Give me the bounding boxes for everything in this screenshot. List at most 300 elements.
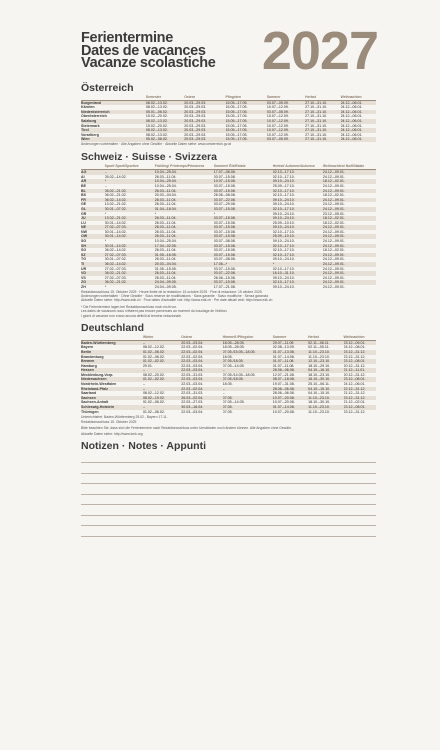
germany-date-cell: 01.07.–14.08. [273, 405, 308, 410]
germany-date-cell: 28.06.–06.08. [273, 368, 308, 373]
switzerland-region-cell: SG [81, 239, 87, 244]
switzerland-date-cell: 20.03.–04.04. [154, 193, 177, 198]
switzerland-date-cell: 30.01.–14.02. [104, 229, 127, 234]
switzerland-date-cell: 20.03.–04.04. [155, 262, 214, 267]
header [81, 0, 376, 82]
austria-date-cell: 20.03.–29.03. [184, 123, 207, 128]
switzerland-region-cell: SZ [81, 253, 105, 258]
switzerland-date-cell: 24.12.–09.01. [323, 170, 376, 175]
germany-date-cell: 04.10.–15.10. [308, 391, 331, 396]
switzerland-date-cell: 24.12.–09.01. [323, 253, 376, 258]
switzerland-footnote-2: Änderungen vorbehalten · Ohne Gewähr · Sous réserve de modifications · Sans garantie · Salvo modifiche · Senza garanzia [81, 294, 269, 298]
austria-header-cell: Pfingsten [226, 95, 267, 100]
switzerland-date-cell: * [104, 211, 106, 216]
austria-region-cell: Burgenland [81, 100, 146, 105]
germany-date-cell: 22.03.–27.03. [181, 400, 204, 405]
germany-date-cell: 22.03.–02.04. [181, 387, 222, 392]
germany-date-cell: 07.05. [223, 405, 273, 410]
switzerland-date-cell: 03.07.–15.08. [213, 229, 236, 234]
switzerland-date-cell: 24.12.–09.01. [323, 244, 376, 249]
switzerland-date-cell: 03.07.–15.08. [214, 280, 273, 285]
germany-header-cell: Herbst [308, 335, 343, 340]
austria-date-cell: 24.12.–06.01. [341, 137, 376, 142]
germany-date-cell: 11.10.–23.10. [308, 405, 343, 410]
austria-date-cell: 05.02.–06.02. [146, 137, 184, 142]
switzerland-date-cell: 24.12.–09.01. [322, 202, 345, 207]
switzerland-row [81, 216, 376, 221]
switzerland-region-cell: JU [81, 216, 105, 221]
germany-date-cell: 22.03.–03.04. [181, 363, 204, 368]
switzerland-date-cell: 09.10.–24.10. [273, 198, 323, 203]
germany-date-cell: 30.03.–16.04. [181, 405, 222, 410]
austria-date-cell: 05.01.–06.02. [146, 110, 184, 115]
austria-region-cell: Steiermark [81, 123, 100, 128]
germany-date-cell: 02.08.–13.09. [272, 345, 295, 350]
austria-date-cell: 20.03.–29.03. [184, 110, 225, 115]
switzerland-date-cell: 26.03.–11.04. [154, 174, 177, 179]
switzerland-title: Schweiz · Suisse · Svizzera [81, 151, 217, 164]
switzerland-date-cell: 26.03.–11.04. [154, 229, 177, 234]
austria-region-cell: Tirol [81, 128, 146, 133]
switzerland-date-cell: 25.09.–10.10. [272, 220, 295, 225]
germany-date-cell: 19.07.–31.08. [272, 382, 295, 387]
switzerland-date-cell: 02.10.–17.10. [272, 248, 295, 253]
germany-date-cell: 01.02.–06.02. [143, 350, 181, 355]
germany-date-cell: 22.03.–31.03. [181, 372, 204, 377]
germany-date-cell: 07.05.–14.05. [222, 400, 245, 405]
germany-date-cell: 01.02.–06.02. [142, 400, 165, 405]
switzerland-header-cell: Sommer/ Été/Estate [214, 164, 273, 169]
germany-date-cell: 07.05./14.05.–18.05. [222, 372, 256, 377]
switzerland-region-cell: AG [81, 170, 105, 175]
germany-date-cell: 23.12.–31.12. [344, 350, 377, 355]
germany-region-cell: Baden-Württemberg [81, 340, 143, 345]
switzerland-region-cell: GE [81, 202, 87, 207]
austria-date-cell: 27.10.–31.10. [305, 110, 340, 115]
switzerland-date-cell: 26.03.–11.04. [155, 198, 214, 203]
austria-header-cell: Ostern [184, 95, 225, 100]
switzerland-table [81, 164, 376, 289]
switzerland-date-cell: 03.07.–15.08. [213, 174, 236, 179]
switzerland-date-cell: 30.01.–14.02. [104, 220, 127, 225]
switzerland-date-cell: 30.01.–14.02. [105, 234, 155, 239]
switzerland-date-cell: 24.12.–09.01. [322, 266, 345, 271]
title-de: Ferientermine [81, 30, 173, 46]
switzerland-region-cell: SO [81, 248, 87, 253]
austria-date-cell: 24.12.–06.01. [340, 132, 363, 137]
switzerland-date-cell: * [105, 179, 155, 184]
switzerland-date-cell: 09.10.–24.10. [273, 216, 323, 221]
austria-date-cell: 27.10.–31.10. [305, 137, 340, 142]
germany-date-cell: – [143, 405, 181, 410]
switzerland-date-cell: * [104, 285, 106, 289]
germany-date-cell: 11.10.–23.10. [308, 409, 330, 414]
switzerland-date-cell: 03.07.–08.08. [213, 257, 236, 262]
austria-date-cell: 20.03.–29.03. [184, 105, 207, 110]
switzerland-date-cell: 30.01.–14.02. [105, 244, 155, 249]
austria-region-cell: Niederösterreich [81, 110, 146, 115]
switzerland-region-cell: GL [81, 207, 105, 212]
germany-date-cell: 20.12.–31.12. [343, 363, 366, 368]
switzerland-date-cell: 01.05.–15.05. [154, 266, 177, 271]
germany-date-cell: 18.05. [222, 382, 233, 387]
austria-date-cell: 03.07.–05.09. [267, 100, 305, 105]
switzerland-date-cell: 02.10.–17.10. [272, 174, 295, 179]
germany-date-cell: 28.06.–06.08. [272, 391, 295, 396]
germany-date-cell: 02.11.–06.11. [308, 340, 343, 345]
austria-date-cell: 24.12.–06.01. [340, 114, 363, 119]
germany-date-cell: 22.03.–02.04. [181, 350, 222, 355]
germany-date-cell: 22.03.–03.04. [181, 368, 222, 373]
germany-date-cell: 01.02.–02.02. [143, 377, 181, 382]
austria-date-cell: 27.10.–31.10. [305, 119, 340, 124]
switzerland-date-cell: 26.03.–11.04. [154, 202, 177, 207]
switzerland-footnote-1: Redaktionsschluss 15. Oktober 2025 · Heure limite de la rédaction: 15 octobre 2025 · Fine di redazione: 15 ottobre 2025 [81, 289, 262, 294]
germany-date-cell: 10.07.–20.08. [272, 409, 295, 414]
title-fr: Dates de vacances [81, 42, 206, 59]
austria-date-cell: 10.07.–12.09. [266, 105, 289, 110]
austria-date-cell: 24.12.–06.01. [341, 110, 376, 115]
switzerland-date-cell: 24.12.–09.01. [323, 234, 376, 239]
austria-header-cell: Sommer [267, 95, 305, 100]
switzerland-date-cell: 23.12.–05.01. [322, 211, 345, 216]
notes-line[interactable] [81, 453, 376, 464]
switzerland-date-cell: 24.12.–09.01. [322, 257, 345, 262]
germany-date-cell: 20.12.–31.12. [343, 372, 366, 377]
austria-date-cell: 08.02.–13.02. [146, 128, 184, 133]
austria-region-cell: Vorarlberg [81, 132, 99, 137]
austria-date-cell: 15.02.–20.02. [145, 114, 168, 119]
germany-region-cell: Sachsen-Anhalt [81, 400, 109, 405]
notes-line[interactable] [81, 463, 376, 474]
germany-date-cell: 10.07.–20.08. [272, 400, 295, 405]
germany-date-cell: 01.07.–14.08. [272, 354, 295, 359]
germany-date-cell: 22.03.–03.04. [181, 377, 222, 382]
germany-date-cell: 29.07.–11.09. [273, 340, 308, 345]
germany-header-cell: Himmelf./Pfingsten [223, 335, 273, 340]
germany-date-cell: 22.03.–31.03. [181, 391, 204, 396]
germany-date-cell: 23.12.–09.01. [344, 340, 377, 345]
germany-date-cell: 24.12.–08.01. [343, 345, 366, 350]
austria-region-cell: Kärnten [81, 105, 95, 110]
germany-date-cell: 11.10.–23.10. [308, 354, 330, 359]
title-it: Vacanze scolastiche [81, 55, 216, 71]
germany-date-cell: 22.03.–02.04. [181, 345, 204, 350]
switzerland-region-cell: TI [81, 262, 105, 267]
switzerland-date-cell: 05.02.–14.02. [104, 174, 127, 179]
germany-region-cell: Schleswig-Holstein [81, 405, 143, 410]
germany-date-cell: 08.02.–12.02. [142, 391, 165, 396]
germany-region-cell: Nordrhein-Westfalen [81, 382, 117, 387]
switzerland-date-cell: 26.06.–15.08. [213, 275, 236, 280]
switzerland-region-cell: BS [81, 193, 86, 198]
switzerland-date-cell: 03.07.–22.08. [214, 271, 273, 276]
germany-footnote-1: Unterrichtsfrei: Baden-Württemberg 25.02., Bayern 17.11. [81, 415, 168, 420]
germany-date-cell: 01.07.–11.08. [273, 359, 308, 364]
switzerland-date-cell: 30.01.–07.02. [105, 207, 155, 212]
switzerland-region-cell: VS [81, 275, 86, 280]
germany-region-cell: Hamburg [81, 363, 97, 368]
germany-date-cell: 12.07.–21.08. [272, 372, 295, 377]
switzerland-date-cell: 17.04.–02.05. [155, 244, 214, 249]
austria-date-cell: 15.05.–17.05. [225, 132, 248, 137]
switzerland-date-cell: 18.12.–02.01. [322, 248, 345, 253]
switzerland-date-cell: 03.07.–08.08. [213, 239, 236, 244]
switzerland-date-cell: 02.10.–17.10. [273, 244, 323, 249]
austria-title: Österreich [81, 82, 134, 94]
switzerland-date-cell: * [154, 211, 157, 216]
switzerland-region-cell: LU [81, 220, 86, 225]
switzerland-date-cell: 02.10.–17.10. [273, 189, 323, 194]
germany-date-cell: 23.12.–31.12. [344, 396, 377, 401]
germany-date-cell: 23.12.–31.12. [343, 409, 366, 414]
germany-title: Deutschland [81, 322, 145, 335]
switzerland-date-cell: 26.03.–11.04. [154, 220, 177, 225]
germany-date-cell: 02.11.–05.11. [308, 345, 330, 350]
switzerland-date-cell: 24.12.–09.01. [322, 183, 345, 188]
switzerland-date-cell: 25.09.–10.10. [273, 234, 323, 239]
notes-title: Notizen · Notes · Appunti [81, 439, 207, 452]
switzerland-date-cell: 24.12.–09.01. [322, 174, 345, 179]
notes-line[interactable] [81, 526, 376, 537]
switzerland-date-cell: 03.07.–15.08. [213, 266, 236, 271]
switzerland-date-cell: 26.03.–11.04. [154, 257, 177, 262]
switzerland-region-cell: BL [81, 189, 105, 194]
austria-date-cell: 15.05.–17.05. [226, 100, 267, 105]
germany-date-cell: 01.07.–11.08. [272, 363, 295, 368]
switzerland-date-cell: 03.07.–15.08. [214, 244, 273, 249]
switzerland-date-cell: 17.06.–* [214, 262, 273, 267]
germany-date-cell: 11.10.–23.10. [308, 350, 343, 355]
germany-date-cell: 22.03.–03.04. [181, 409, 204, 414]
switzerland-date-cell: 03.07.–15.08. [213, 220, 236, 225]
switzerland-date-cell: – [104, 183, 107, 188]
switzerland-region-cell: AI [81, 174, 85, 179]
switzerland-date-cell: 03.07.–15.08. [214, 207, 273, 212]
germany-region-cell: Brandenburg [81, 354, 104, 359]
austria-header-cell: Herbst [305, 95, 340, 100]
germany-footnote-2: Redaktionsschluss 15. Oktober 2025 [81, 419, 137, 424]
switzerland-date-cell: 24.04.–09.05. [155, 280, 214, 285]
switzerland-date-cell: 02.10.–17.10. [272, 266, 295, 271]
austria-date-cell: 20.03.–29.03. [184, 114, 207, 119]
austria-date-cell: 10.07.–12.09. [266, 132, 289, 137]
switzerland-date-cell: 03.07.–15.08. [213, 183, 236, 188]
germany-date-cell: 08.02.–12.02. [142, 345, 165, 350]
germany-date-cell: 18.05. [222, 354, 233, 359]
austria-date-cell: 10.07.–12.09. [266, 123, 289, 128]
austria-region-cell: Wien [81, 137, 146, 142]
austria-date-cell: 20.03.–29.03. [184, 137, 225, 142]
germany-date-cell: 23.12.–08.01. [344, 377, 377, 382]
switzerland-region-cell: ZG [81, 280, 105, 285]
germany-region-cell: Hessen [81, 368, 143, 373]
austria-date-cell: 10.07.–12.09. [267, 119, 305, 124]
switzerland-header-cell: Sport/ Sport/Sportive [105, 164, 155, 169]
germany-date-cell: 18.10.–23.10. [308, 372, 331, 377]
austria-date-cell: 03.07.–05.09. [267, 110, 305, 115]
switzerland-header-cell: Frühling/ Printemps/Primavera [155, 164, 214, 169]
austria-date-cell: 27.10.–31.10. [305, 114, 328, 119]
switzerland-date-cell: 27.02.–07.03. [105, 253, 155, 258]
switzerland-header-cell: Herbst/ Automne/Autunno [273, 164, 323, 169]
switzerland-date-cell: 06.02.–21.02. [105, 280, 155, 285]
switzerland-date-cell: 03.07.–15.08. [214, 216, 273, 221]
switzerland-row [81, 207, 376, 212]
switzerland-region-cell: BE [81, 183, 86, 188]
switzerland-region-cell: GR [81, 211, 87, 216]
germany-table [81, 335, 376, 414]
germany-date-cell: 08.02.–19.02. [143, 396, 181, 401]
germany-date-cell: 25.10.–06.11. [308, 382, 330, 387]
switzerland-region-cell: NW [81, 229, 87, 234]
germany-region-cell: Bayern [81, 345, 94, 350]
switzerland-date-cell: 03.07.–15.08. [213, 248, 236, 253]
germany-header-cell: Winter [143, 335, 181, 340]
switzerland-header-cell: Weihnachten/ Noël/Natale [323, 164, 376, 169]
switzerland-date-cell: 18.12.–02.01. [322, 193, 345, 198]
germany-date-cell: – [143, 387, 181, 392]
germany-date-cell: – [222, 391, 225, 396]
germany-date-cell: 01.07.–13.08. [273, 350, 308, 355]
switzerland-date-cell: 26.03.–11.04. [155, 234, 214, 239]
switzerland-region-cell: SH [81, 244, 105, 249]
germany-date-cell: 07.05./15.05.–18.05. [223, 350, 273, 355]
switzerland-footnote-6: I giorni di vacanze non erano ancora definiti al termine redazionale. [81, 313, 182, 318]
switzerland-date-cell: 09.10.–24.10. [272, 285, 295, 289]
austria-date-cell: 08.02.–13.02. [145, 132, 168, 137]
austria-date-cell: 24.12.–06.01. [341, 119, 376, 124]
germany-date-cell: 16.10.–30.10. [308, 377, 343, 382]
germany-date-cell: 21.12.–11.01. [344, 368, 377, 373]
notes-line[interactable] [81, 495, 376, 506]
switzerland-date-cell: 24.12.–09.01. [322, 285, 345, 289]
switzerland-date-cell: 24.12.–09.01. [322, 229, 345, 234]
notes-line[interactable] [81, 516, 376, 527]
switzerland-date-cell: 26.06.–08.08. [213, 193, 236, 198]
germany-date-cell: 01.02.–02.02. [143, 359, 181, 364]
switzerland-region-cell: NE [81, 225, 105, 230]
switzerland-region-cell: VD [81, 271, 105, 276]
switzerland-date-cell: 03.07.–22.08. [214, 198, 273, 203]
switzerland-date-cell: 03.07.–29.08. [213, 202, 236, 207]
switzerland-region-cell: TG [81, 257, 86, 262]
germany-region-cell: Berlin [81, 350, 143, 355]
switzerland-date-cell: 09.10.–24.10. [272, 239, 295, 244]
austria-date-cell: 10.07.–12.09. [267, 128, 305, 133]
germany-region-cell: Saarland [81, 391, 97, 396]
switzerland-date-cell: 25.09.–17.10. [272, 183, 295, 188]
germany-date-cell: 01.02.–06.02. [142, 354, 165, 359]
switzerland-date-cell: 24.12.–09.01. [323, 262, 376, 267]
switzerland-date-cell: 09.10.–24.10. [273, 179, 323, 184]
germany-date-cell: 21.12.–31.12. [343, 391, 366, 396]
switzerland-date-cell: 06.02.–21.02. [104, 193, 127, 198]
switzerland-date-cell: 24.12.–09.01. [323, 271, 376, 276]
switzerland-date-cell: 02.10.–17.10. [273, 207, 323, 212]
austria-date-cell: 24.12.–06.01. [340, 105, 363, 110]
notes-line[interactable] [81, 474, 376, 485]
switzerland-date-cell: 30.01.–07.02. [104, 257, 127, 262]
austria-date-cell: 15.05.–17.05. [226, 128, 267, 133]
germany-date-cell: 01.02.–06.02. [142, 409, 165, 414]
switzerland-date-cell: 10.04.–25.04. [155, 179, 214, 184]
switzerland-region-cell: OW [81, 234, 105, 239]
germany-date-cell: 23.12.–31.12. [343, 354, 366, 359]
germany-header-cell: Sommer [273, 335, 308, 340]
austria-date-cell: 27.10.–31.10. [305, 105, 328, 110]
germany-date-cell: – [223, 368, 273, 373]
switzerland-date-cell: 03.07.–15.08. [214, 189, 273, 194]
switzerland-date-cell: 02.10.–17.10. [272, 193, 295, 198]
germany-date-cell: 18.10.–29.10. [308, 363, 331, 368]
germany-date-cell: 22.12.–31.12. [344, 387, 377, 392]
switzerland-date-cell: 17.07.–08.08. [214, 170, 273, 175]
germany-header-cell: Ostern [181, 335, 222, 340]
switzerland-date-cell: 18.12.–02.01. [322, 220, 345, 225]
germany-header-cell: Weihnachten [344, 335, 377, 340]
switzerland-footnote-3: Aktuelle Daten siehe: http://www.edk.ch · Pour dates d'actualité voir: http://www.edk.ch · Per date attuali vedi: http://www.edk.ch [81, 298, 273, 303]
switzerland-date-cell: 10.07.–15.08. [214, 179, 273, 184]
notes-line[interactable] [81, 505, 376, 516]
germany-region-cell: Bremen [81, 359, 143, 364]
austria-date-cell: 03.07.–05.09. [267, 137, 305, 142]
germany-date-cell: 10.07.–20.08. [273, 396, 308, 401]
austria-date-cell: 24.12.–06.01. [340, 123, 363, 128]
switzerland-date-cell: 09.10.–24.10. [272, 211, 295, 216]
germany-date-cell: 18.10.–30.10. [308, 400, 331, 405]
germany-date-cell: 20.03.–03.04. [181, 340, 222, 345]
austria-table [81, 95, 376, 142]
switzerland-date-cell: 03.07.–15.08. [214, 225, 273, 230]
austria-header-cell: Semester [146, 95, 184, 100]
switzerland-date-cell: 06.02.–21.02. [105, 189, 155, 194]
switzerland-date-cell: 26.03.–11.04. [155, 225, 214, 230]
austria-date-cell: 08.02.–13.02. [146, 119, 184, 124]
switzerland-date-cell: 18.12.–02.01. [323, 216, 376, 221]
switzerland-date-cell: 06.02.–14.02. [105, 262, 155, 267]
germany-date-cell: 18.05.–28.05. [222, 345, 245, 350]
germany-date-cell: 07.05./18.05. [223, 377, 273, 382]
austria-date-cell: 15.05.–17.05. [226, 110, 267, 115]
notes-line[interactable] [81, 484, 376, 495]
germany-region-cell: Thüringen [81, 409, 99, 414]
austria-region-cell: Oberösterreich [81, 114, 107, 119]
germany-footnote-4: Aktuelle Daten siehe: http://www.kmk.org [81, 432, 143, 437]
switzerland-date-cell: 06.02.–14.02. [104, 248, 127, 253]
switzerland-date-cell: 27.02.–07.03. [105, 225, 155, 230]
year-number: 2027 [261, 21, 378, 81]
switzerland-date-cell: 10.04.–25.04. [154, 239, 177, 244]
germany-date-cell: 29.01. [142, 363, 153, 368]
switzerland-date-cell: 13.02.–21.02. [105, 216, 155, 221]
austria-date-cell: 08.02.–13.02. [145, 105, 168, 110]
switzerland-date-cell: 26.03.–11.04. [155, 216, 214, 221]
austria-date-cell: 15.05.–17.05. [226, 119, 267, 124]
switzerland-date-cell: 24.12.–09.01. [323, 189, 376, 194]
switzerland-date-cell: 24.12.–09.01. [323, 207, 376, 212]
austria-date-cell: 27.10.–31.10. [305, 132, 328, 137]
germany-date-cell: 07.05.–14.05. [222, 363, 245, 368]
austria-date-cell: 27.10.–31.10. [305, 123, 328, 128]
germany-date-cell: 23.12.–08.01. [344, 359, 377, 364]
switzerland-date-cell: 03.07.–15.08. [214, 234, 273, 239]
germany-footnote-3: Bitte beachten Sie, dass sich die Ferientermine nach Redaktionsschluss unter Umständen noch ändern können. Alle Angaben ohne Gewähr. [81, 426, 292, 431]
germany-date-cell: 22.03.–03.04. [181, 359, 222, 364]
austria-date-cell: 27.10.–31.10. [305, 128, 340, 133]
switzerland-date-cell: 02.10.–17.10. [273, 170, 323, 175]
switzerland-region-cell: ZH [81, 285, 86, 289]
